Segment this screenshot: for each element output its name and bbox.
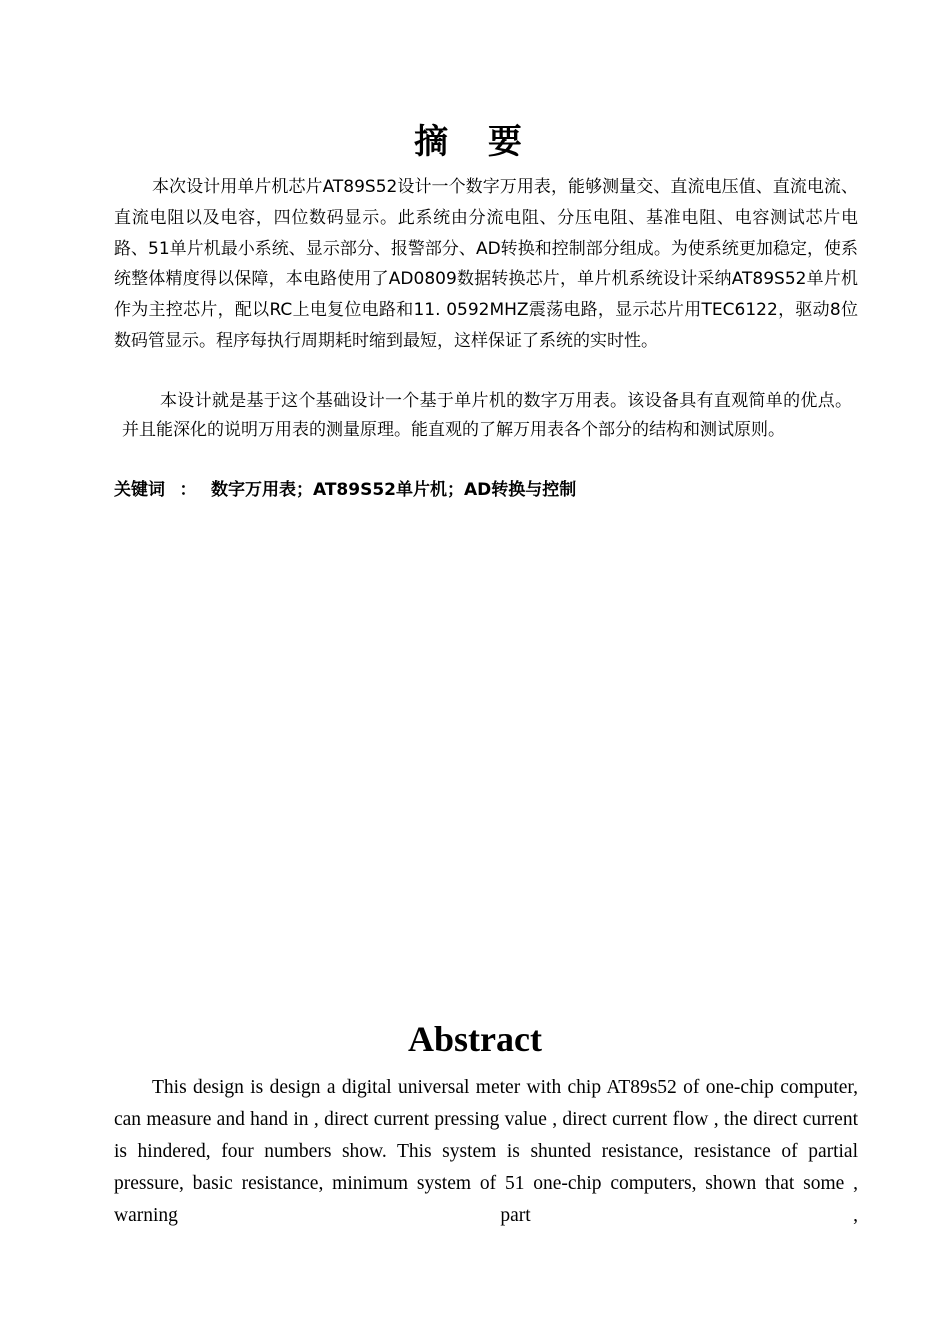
english-abstract-title: Abstract bbox=[408, 1019, 542, 1059]
keywords-colon: ： bbox=[179, 480, 197, 500]
english-abstract-paragraph-1: This design is design a digital universal meter with chip AT89s52 of one-chip computer, can measure and hand in , direct current pressing value , direct current flow , the direct current is hindered, four numbers show. This system is shunted resistance, resistance of partial pressure, basic resistance, minimum system of 51 one-chip computers, shown that some , warning part , bbox=[114, 1077, 858, 1226]
chinese-abstract-title: 摘 要 bbox=[414, 122, 536, 162]
chinese-abstract-paragraph-1: 本次设计用单片机芯片AT89S52设计一个数字万用表，能够测量交、直流电压值、直流电流、直流电阻以及电容，四位数码显示。此系统由分流电阻、分压电阻、基准电阻、电容测试芯片电路、51单片机最小系统、显示部分、报警部分、AD转换和控制部分组成。为使系统更加稳定，使系统整体精度得以保障，本电路使用了AD0809数据转换芯片，单片机系统设计采纳AT89S52单片机作为主控芯片，配以RC上电复位电路和11. 0592MHZ震荡电路，显示芯片用TEC6122，驱动8位数码管显示。程序每执行周期耗时缩到最短，这样保证了系统的实时性。 bbox=[114, 177, 858, 351]
chinese-abstract-paragraph-2: 本设计就是基于这个基础设计一个基于单片机的数字万用表。该设备具有直观简单的优点。并且能深化的说明万用表的测量原理。能直观的了解万用表各个部分的结构和测试原则。 bbox=[122, 391, 852, 440]
keywords-text: 数字万用表；AT89S52单片机；AD转换与控制 bbox=[211, 480, 577, 500]
keywords-label: 关键词 bbox=[114, 480, 165, 500]
keywords-line bbox=[114, 476, 858, 504]
